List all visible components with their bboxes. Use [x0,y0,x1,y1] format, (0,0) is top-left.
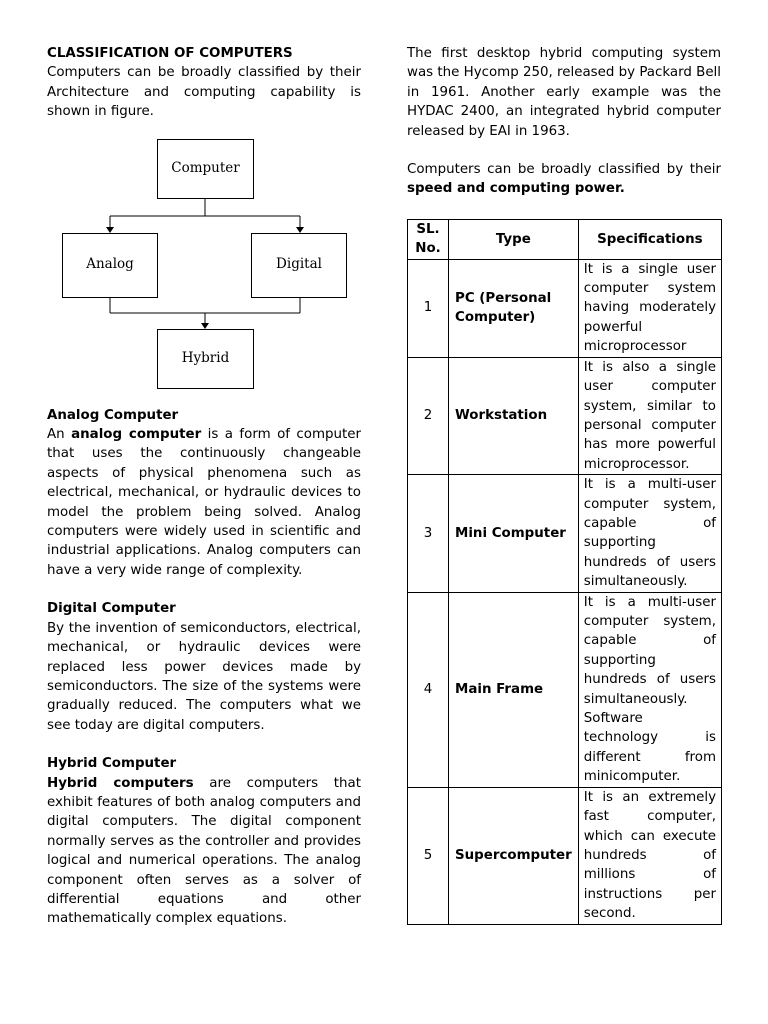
classification-diagram [47,139,361,401]
left-column [47,44,361,929]
row-specification: It is also a single user computer system, similar to personal computer has more powerful microprocessor. [578,357,721,474]
row-type: PC (Personal Computer) [449,259,579,357]
header-specifications: Specifications [578,219,721,259]
intro-paragraph: Computers can be broadly classified by their Architecture and computing capability is shown in figure. [47,65,361,120]
speed-text-start: Computers can be broadly classified by their [407,162,721,178]
diagram-box-digital: Digital [251,233,347,298]
row-specification: It is an extremely fast computer, which can execute hundreds of millions of instructions per second. [578,787,721,924]
row-number: 3 [408,475,449,592]
diagram-box-computer: Computer [157,139,254,199]
hybrid-text-rest: are computers that exhibit features of both analog computers and digital computers. The digital component normally serves as the controller and provides logical and numerical operations. The analog component often serves as a solver of differential equations and other mathematically complex equations. [47,775,361,927]
analog-text-start: An [47,427,72,443]
row-specification: It is a multi-user computer system, capable of supporting hundreds of users simultaneously. Software technology is different from minicomputer. [578,592,721,787]
hybrid-bold-term: Hybrid computers [47,775,194,791]
analog-text-rest: is a form of computer that uses the continuously changeable aspects of physical phenomena such as electrical, mechanical, or hydraulic devices to model the problem being solved. Analog computers were widely used in scientific and industrial applications. Analog computers can have a very wide range of complexity. [47,427,362,578]
analog-heading: Analog Computer [47,407,179,423]
row-type: Main Frame [449,592,579,787]
header-sl-no: SL. No. [408,219,449,259]
computer-types-table [407,219,722,925]
table-header-row [408,219,722,259]
speed-classification-paragraph [407,160,721,199]
header-type: Type [449,219,579,259]
row-type: Supercomputer [449,787,579,924]
table-row [408,592,722,787]
hybrid-heading: Hybrid Computer [47,756,177,772]
hybrid-history-paragraph: The first desktop hybrid computing system was the Hycomp 250, released by Packard Bell in 1961. Another early example was the HYDAC 2400, an integrated hybrid computer released by EAI in 1963. [407,46,721,139]
speed-bold-term: speed and computing power. [407,181,625,197]
diagram-box-analog: Analog [62,233,158,298]
table-row [408,357,722,474]
row-number: 1 [408,259,449,357]
row-specification: It is a multi-user computer system, capable of supporting hundreds of users simultaneously. [578,475,721,592]
right-column [407,44,721,925]
row-type: Workstation [449,357,579,474]
table-row [408,475,722,592]
hybrid-paragraph [47,774,361,929]
row-number: 2 [408,357,449,474]
table-row [408,787,722,924]
diagram-box-hybrid: Hybrid [157,329,254,389]
analog-bold-term: analog computer [71,427,202,443]
analog-paragraph [47,425,361,580]
digital-heading: Digital Computer [47,601,176,617]
row-number: 5 [408,787,449,924]
table-row [408,259,722,357]
row-type: Mini Computer [449,475,579,592]
row-specification: It is a single user computer system having moderately powerful microprocessor [578,259,721,357]
page-title: CLASSIFICATION OF COMPUTERS [47,46,293,61]
row-number: 4 [408,592,449,787]
digital-paragraph: By the invention of semiconductors, electrical, mechanical, or hydraulic devices were replaced less power devices made by semiconductors. The size of the systems were gradually reduced. The computers what we see today are digital computers. [47,620,361,733]
